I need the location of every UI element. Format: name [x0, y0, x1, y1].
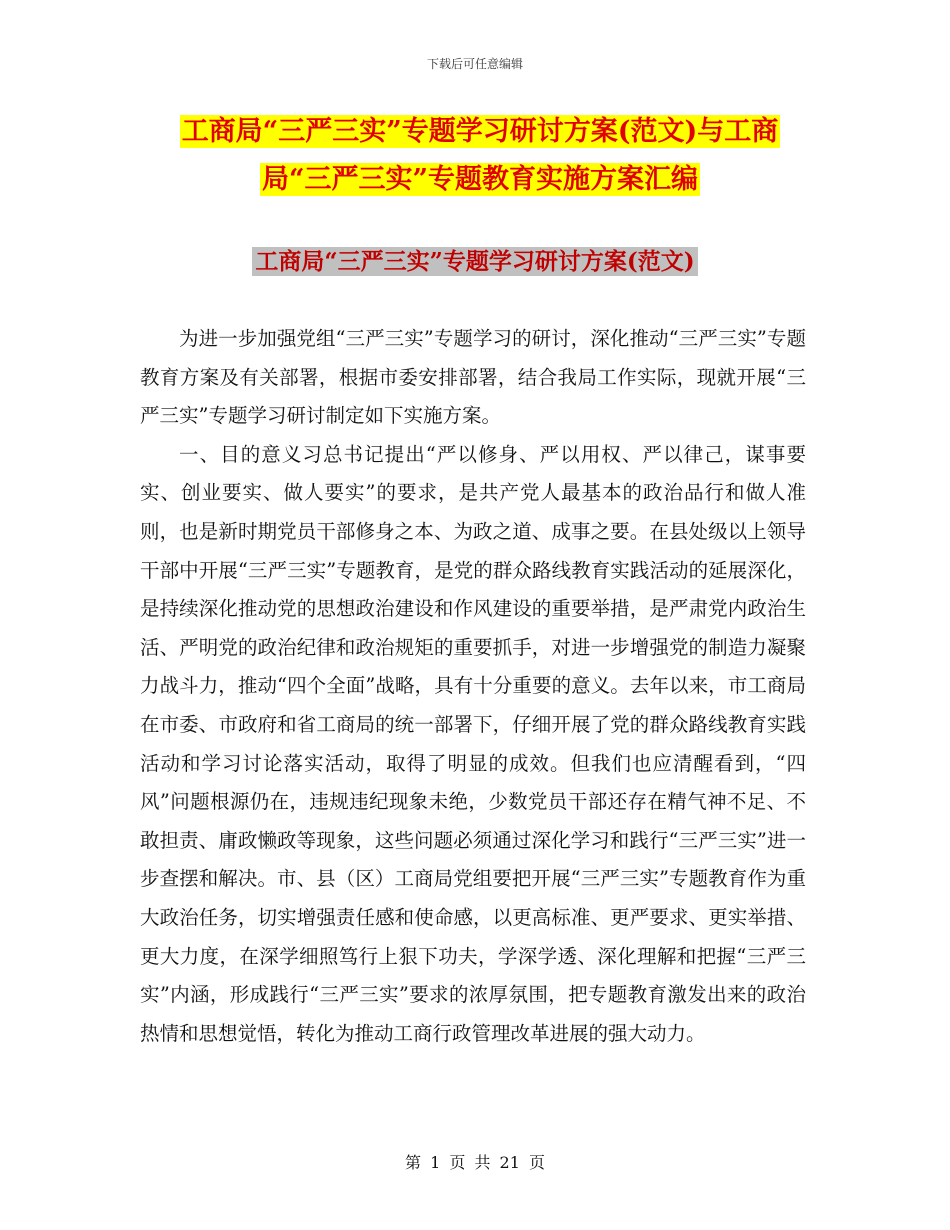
main-title-line-2: 局“三严三实”专题教育实施方案汇编: [261, 164, 699, 195]
section-title: [0, 245, 950, 279]
page-header-note: 下载后可任意编辑: [426, 57, 523, 71]
body-paragraph-intro: 为进一步加强党组“三严三实”专题学习的研讨，深化推动“三严三实”专题教育方案及有关部署，根据市委安排部署，结合我局工作实际，现就开展“三严三实”专题学习研讨制定如下实施方案。: [140, 327, 806, 428]
section-title-text: 工商局“三严三实”专题学习研讨方案(范文): [252, 247, 697, 276]
document-body: [140, 320, 806, 1053]
body-paragraph-purpose: 一、目的意义习总书记提出“严以修身、严以用权、严以律己，谋事要实、创业要实、做人要实”的要求，是共产党人最基本的政治品行和做人准则，也是新时期党员干部修身之本、为政之道、成事之要。在县处级以上领导干部中开展“三严三实”专题教育，是党的群众路线教育实践活动的延展深化，是持续深化推动党的思想政治建设和作风建设的重要举措，是严肃党内政治生活、严明党的政治纪律和政治规矩的重要抓手，对进一步增强党的制造力凝聚力战斗力，推动“四个全面”战略，具有十分重要的意义。去年以来，市工商局在市委、市政府和省工商局的统一部署下，仔细开展了党的群众路线教育实践活动和学习讨论落实活动，取得了明显的成效。但我们也应清醒看到，“四风”问题根源仍在，违规违纪现象未绝，少数党员干部还存在精气神不足、不敢担责、庸政懒政等现象，这些问题必须通过深化学习和践行“三严三实”进一步查摆和解决。市、县（区）工商局党组要把开展“三严三实”专题教育作为重大政治任务，切实增强责任感和使命感，以更高标准、更严要求、更实举措、更大力度，在深学细照笃行上狠下功夫，学深学透、深化理解和把握“三严三实”内涵，形成践行“三严三实”要求的浓厚氛围，把专题教育激发出来的政治热情和思想觉悟，转化为推动工商行政管理改革进展的强大动力。: [140, 442, 806, 1045]
page-number-footer: 第 1 页 共 21 页: [405, 1153, 545, 1172]
main-title-line-1: 工商局“三严三实”专题学习研讨方案(范文)与工商: [181, 116, 779, 147]
document-main-title: [140, 108, 820, 204]
